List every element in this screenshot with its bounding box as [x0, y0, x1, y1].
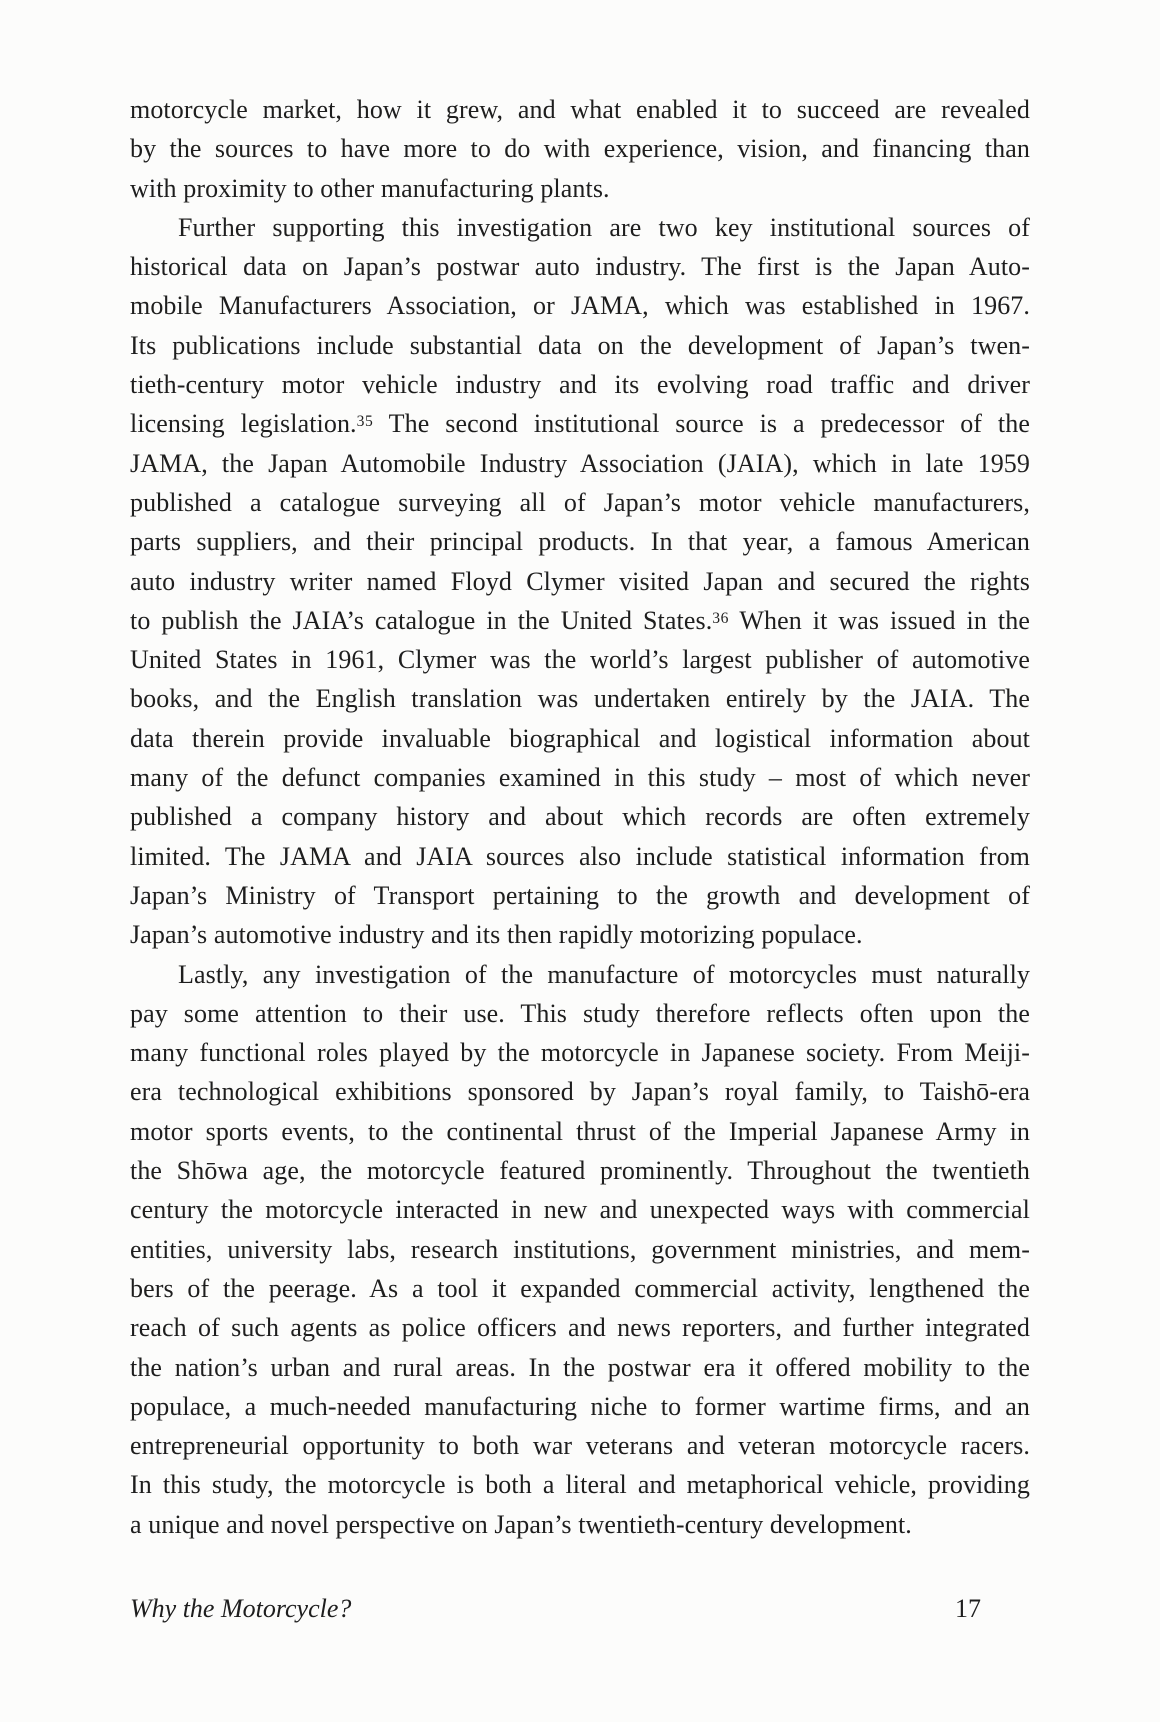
text-line: Its publications include substantial data on the development of Japan’s twen-: [130, 330, 1030, 360]
text-line: Japan’s Ministry of Transport pertaining to the growth and development of: [130, 880, 1030, 910]
paragraph: [130, 955, 1030, 1544]
text-line: by the sources to have more to do with experience, vision, and financing than: [130, 134, 1030, 164]
text-line: parts suppliers, and their principal products. In that year, a famous American: [130, 527, 1030, 557]
text-line: Further supporting this investigation are two key institutional sources of: [178, 212, 1030, 242]
paragraph: [130, 90, 1030, 208]
text-line: United States in 1961, Clymer was the world’s largest publisher of automotive: [130, 645, 1030, 675]
text-line: pay some attention to their use. This study therefore reflects often upon the: [130, 998, 1030, 1028]
paragraph: [130, 208, 1030, 955]
text-line: the Shōwa age, the motorcycle featured prominently. Throughout the twentieth: [130, 1156, 1030, 1186]
text-line: century the motorcycle interacted in new and unexpected ways with commercial: [130, 1195, 1030, 1225]
text-line: reach of such agents as police officers and news reporters, and further integrated: [130, 1313, 1030, 1343]
text-line: motorcycle market, how it grew, and what enabled it to succeed are revealed: [130, 95, 1030, 124]
text-line: licensing legislation.$^{35}$ The second institutional source is a predecessor of the: [130, 409, 1030, 439]
text-line: motor sports events, to the continental thrust of the Imperial Japanese Army in: [130, 1116, 1030, 1146]
text-line: JAMA, the Japan Automobile Industry Association (JAIA), which in late 1959: [130, 448, 1030, 478]
text-line: many of the defunct companies examined in this study – most of which never: [130, 763, 1030, 793]
text-line: populace, a much-needed manufacturing niche to former wartime firms, and an: [130, 1391, 1030, 1421]
text-line: books, and the English translation was undertaken entirely by the JAIA. The: [130, 684, 1030, 714]
page-footer: [130, 1593, 1030, 1625]
text-line: bers of the peerage. As a tool it expanded commercial activity, lengthened the: [130, 1273, 1030, 1303]
text-line: a unique and novel perspective on Japan’s twentieth-century development.: [130, 1509, 912, 1539]
running-title: Why the Motorcycle?: [130, 1594, 352, 1623]
text-line: entrepreneurial opportunity to both war veterans and veteran motorcycle racers.: [130, 1431, 1030, 1461]
text-line: tieth-century motor vehicle industry and its evolving road traffic and driver: [130, 370, 1030, 400]
text-line: the nation’s urban and rural areas. In the postwar era it offered mobility to the: [130, 1352, 1030, 1382]
footnote-reference: 35: [356, 413, 374, 431]
text-line: Lastly, any investigation of the manufacture of motorcycles must naturally: [178, 959, 1030, 989]
page-number: 17: [955, 1594, 981, 1623]
text-line: limited. The JAMA and JAIA sources also include statistical information from: [130, 841, 1030, 871]
text-line: published a catalogue surveying all of Japan’s motor vehicle manufacturers,: [130, 487, 1030, 517]
text-line: Japan’s automotive industry and its then rapidly motorizing populace.: [130, 920, 863, 950]
text-line: many functional roles played by the motorcycle in Japanese society. From Meiji-: [130, 1038, 1030, 1068]
body-text: [130, 90, 1030, 1544]
text-line: to publish the JAIA’s catalogue in the United States.$^{36}$ When it was issued in the: [130, 605, 1030, 635]
text-line: auto industry writer named Floyd Clymer visited Japan and secured the rights: [130, 566, 1030, 596]
text-line: entities, university labs, research institutions, government ministries, and mem-: [130, 1234, 1030, 1264]
text-line: mobile Manufacturers Association, or JAMA, which was established in 1967.: [130, 291, 1030, 321]
text-line: historical data on Japan’s postwar auto industry. The first is the Japan Auto-: [130, 252, 1030, 282]
text-line: era technological exhibitions sponsored by Japan’s royal family, to Taishō-era: [130, 1077, 1030, 1107]
text-line: with proximity to other manufacturing plants.: [130, 173, 610, 203]
footnote-reference: 36: [712, 609, 729, 627]
text-line: data therein provide invaluable biographical and logistical information about: [130, 723, 1030, 753]
text-line: published a company history and about which records are often extremely: [130, 802, 1030, 832]
text-line: In this study, the motorcycle is both a literal and metaphorical vehicle, providing: [130, 1470, 1030, 1500]
